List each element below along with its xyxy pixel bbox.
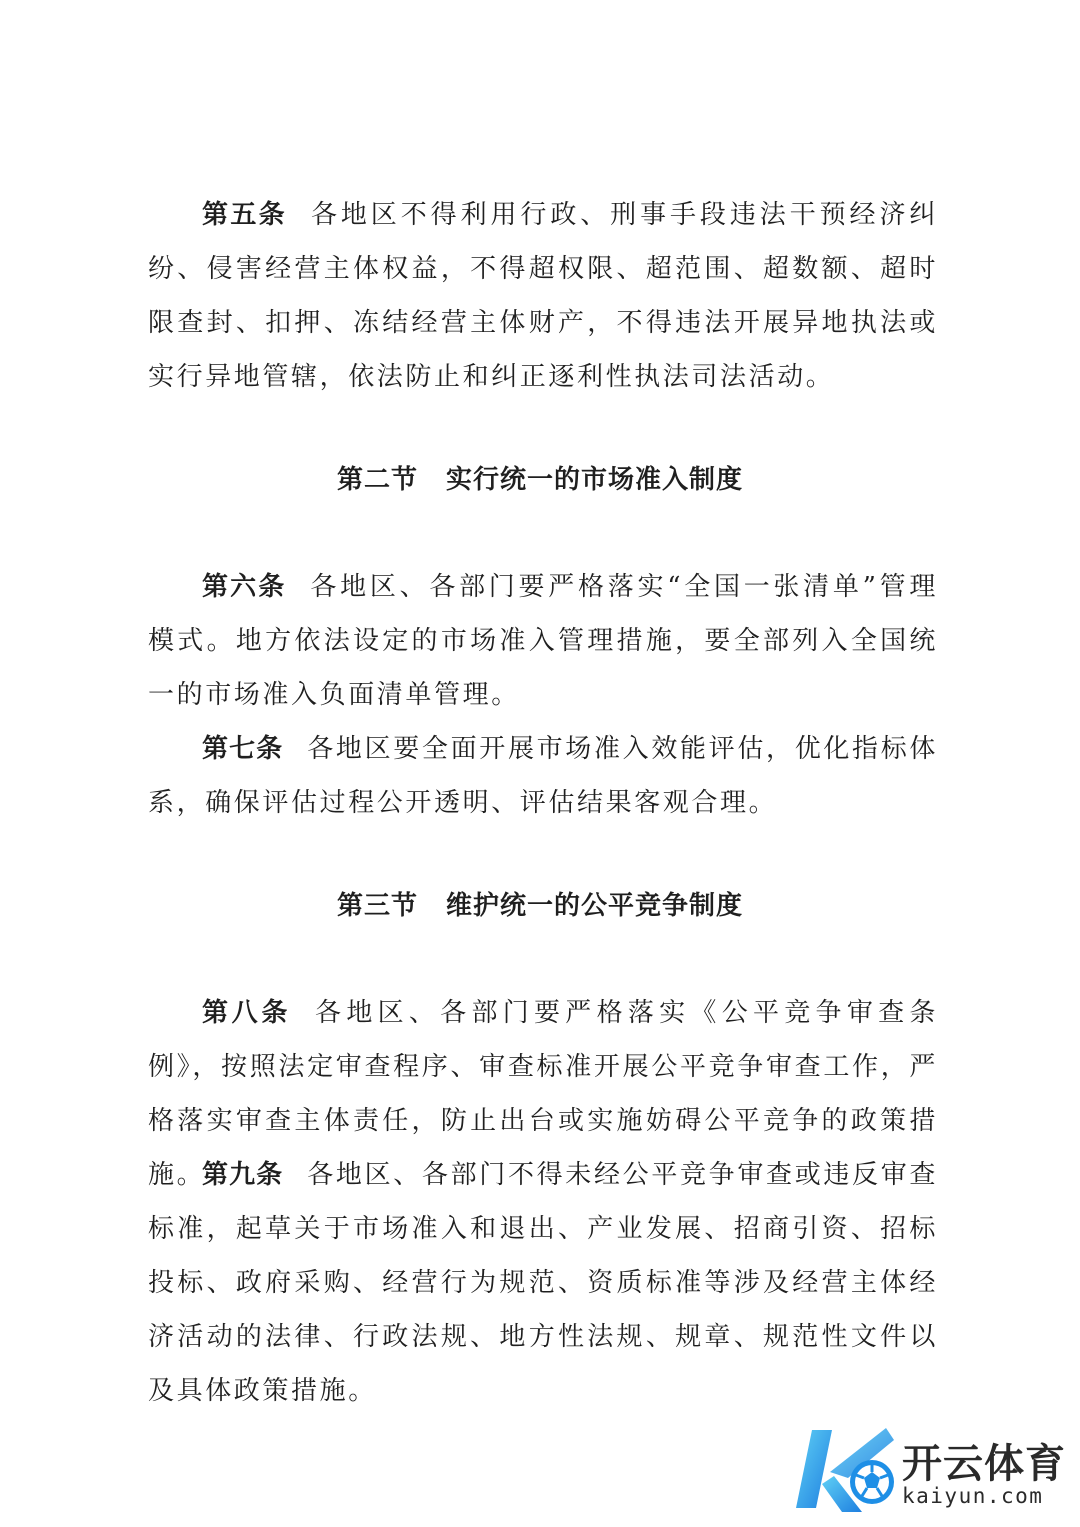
section-heading-2 <box>0 460 1080 500</box>
article-5 <box>148 188 938 404</box>
article-7 <box>148 722 938 830</box>
article-label: 第五条 <box>202 200 287 230</box>
article-text: 各地区、各部门要严格落实“全国一张清单”管理模式。地方依法设定的市场准入管理措施，要全部列入全国统一的市场准入负面清单管理。 <box>148 572 938 710</box>
watermark <box>790 1420 1080 1520</box>
watermark-domain: kaiyun.com <box>902 1484 1044 1508</box>
article-label: 第九条 <box>202 1160 284 1190</box>
article-label: 第八条 <box>202 998 292 1028</box>
article-text: 各地区、各部门要严格落实《公平竞争审查条例》，按照法定审查程序、审查标准开展公平竞争审查工作，严格落实审查主体责任，防止出台或实施妨碍公平竞争的政策措施。 <box>148 998 938 1190</box>
watermark-brand: 开云体育 <box>902 1441 1066 1487</box>
k-soccer-ball-logo-icon <box>790 1420 910 1520</box>
section-title: 实行统一的市场准入制度 <box>446 465 744 495</box>
article-9 <box>148 1148 938 1418</box>
section-number: 第三节 <box>336 891 418 921</box>
article-text: 各地区不得利用行政、刑事手段违法干预经济纠纷、侵害经营主体权益，不得超权限、超范围、超数额、超时限查封、扣押、冻结经营主体财产，不得违法开展异地执法或实行异地管辖，依法防止和纠正逐利性执法司法活动。 <box>148 200 938 392</box>
article-6 <box>148 560 938 722</box>
article-label: 第六条 <box>202 572 287 602</box>
article-text: 各地区、各部门不得未经公平竞争审查或违反审查标准，起草关于市场准入和退出、产业发展、招商引资、招标投标、政府采购、经营行为规范、资质标准等涉及经营主体经济活动的法律、行政法规、地方性法规、规章、规范性文件以及具体政策措施。 <box>148 1160 938 1406</box>
article-text: 各地区要全面开展市场准入效能评估，优化指标体系，确保评估过程公开透明、评估结果客观合理。 <box>148 734 938 818</box>
article-label: 第七条 <box>202 734 284 764</box>
section-title: 维护统一的公平竞争制度 <box>446 891 744 921</box>
section-heading-3 <box>0 886 1080 926</box>
section-number: 第二节 <box>336 465 418 495</box>
